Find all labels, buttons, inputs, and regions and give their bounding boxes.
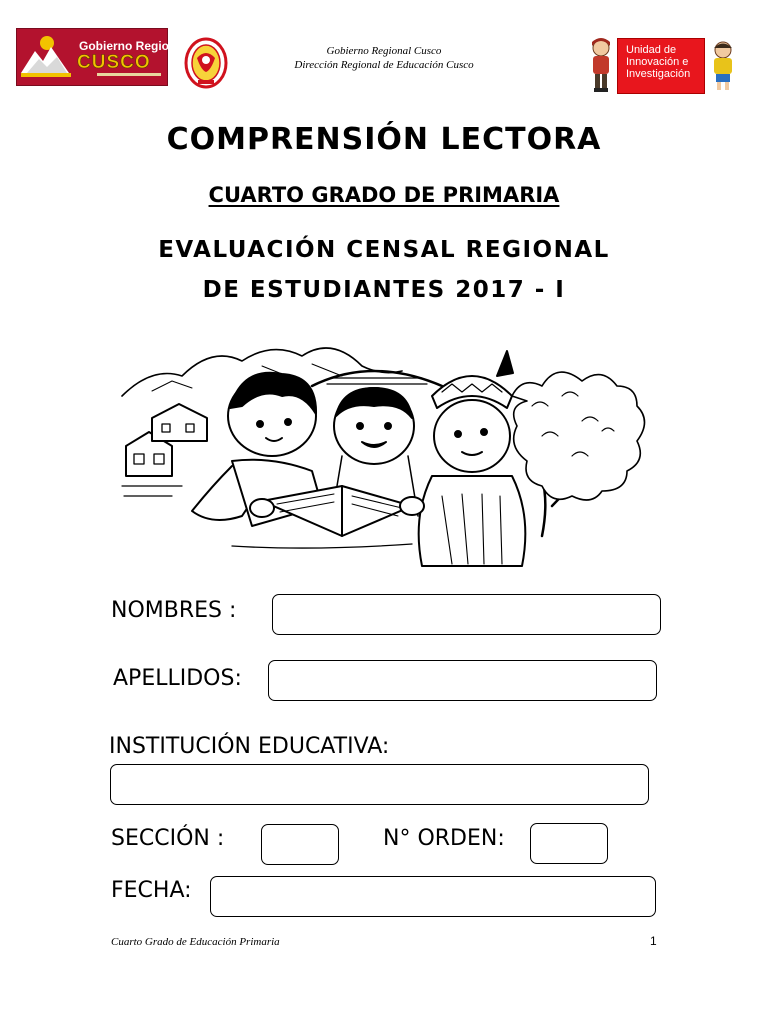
children-reading-illustration — [112, 336, 658, 576]
page-number: 1 — [650, 934, 657, 948]
header-directorate: Dirección Regional de Educación Cusco — [294, 59, 474, 71]
uii-line3: Investigación — [626, 68, 691, 80]
fecha-label: FECHA: — [111, 878, 192, 903]
nombres-label: NOMBRES : — [111, 598, 237, 623]
mountain-logo-icon — [17, 29, 77, 85]
gr-logo-line2: CUSCO — [77, 52, 151, 73]
gr-logo-tagline-bar — [97, 73, 161, 76]
exam-title-line2: DE ESTUDIANTES 2017 - I — [202, 277, 566, 303]
document-title: COMPRENSIÓN LECTORA — [166, 122, 602, 157]
exam-title-line1: EVALUACIÓN CENSAL REGIONAL — [158, 237, 610, 263]
seccion-field[interactable] — [261, 824, 339, 865]
drec-seal-icon — [184, 36, 228, 88]
innovation-unit-logo — [617, 38, 705, 94]
gr-logo-line1: Gobierno Regional — [79, 39, 187, 53]
child-mascot-left-icon — [586, 36, 616, 94]
uii-line1: Unidad de — [626, 44, 677, 56]
orden-label: N° ORDEN: — [383, 826, 505, 851]
nombres-field[interactable] — [272, 594, 661, 635]
exam-title — [0, 230, 768, 310]
seccion-label: SECCIÓN : — [111, 826, 225, 851]
apellidos-field[interactable] — [268, 660, 657, 701]
header-org-name: Gobierno Regional Cusco — [326, 45, 442, 57]
apellidos-label: APELLIDOS: — [113, 666, 242, 691]
fecha-field[interactable] — [210, 876, 656, 917]
footer-grade-text: Cuarto Grado de Educación Primaria — [111, 936, 280, 948]
institucion-field[interactable] — [110, 764, 649, 805]
orden-field[interactable] — [530, 823, 608, 864]
child-mascot-right-icon — [707, 38, 739, 94]
gobierno-regional-logo — [16, 28, 187, 86]
grade-subtitle: CUARTO GRADO DE PRIMARIA — [208, 183, 560, 207]
uii-line2: Innovación e — [626, 56, 689, 68]
institucion-label: INSTITUCIÓN EDUCATIVA: — [109, 734, 390, 759]
